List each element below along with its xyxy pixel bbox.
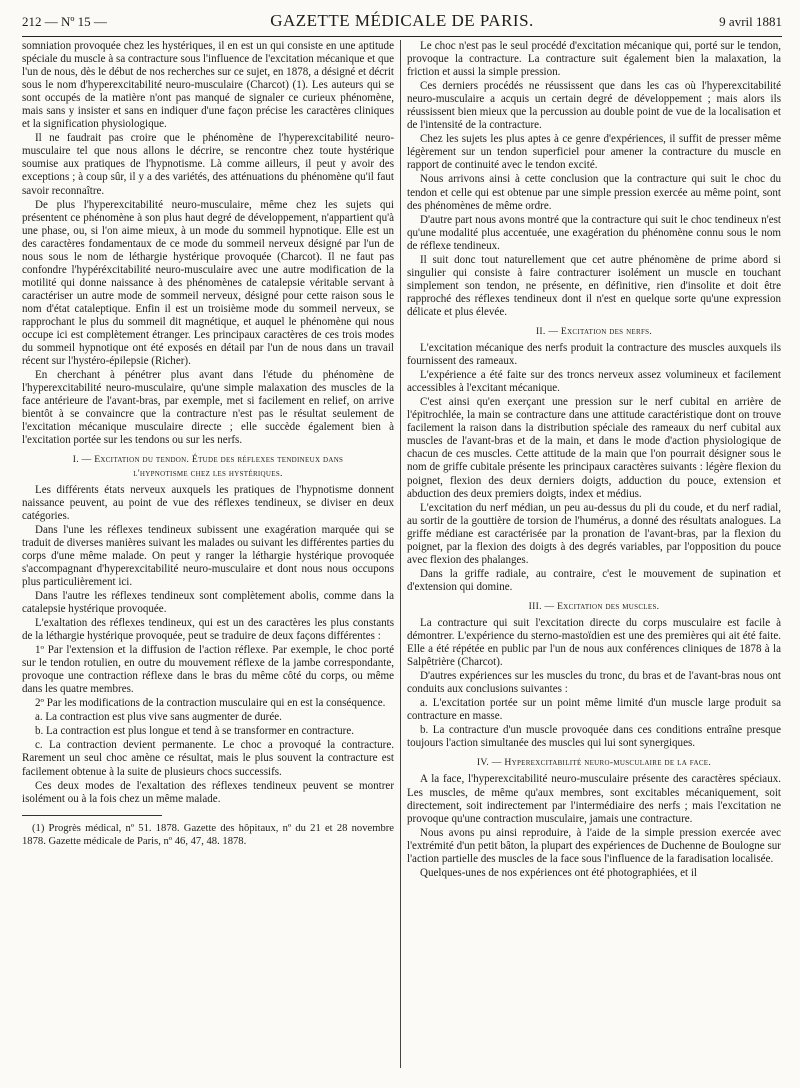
paragraph: D'autre part nous avons montré que la contracture qui suit le choc tendineux n'est qu'une modalité plus accentuée, une exagération du phénomène connu sous le nom de réflexe tendineux. <box>407 213 781 252</box>
section-heading-line: l'hypnotisme chez les hystériques. <box>133 467 283 479</box>
paragraph: C'est ainsi qu'en exerçant une pression sur le nerf cubital en arrière de l'épitrochlée, la main se contracture dans une attitude caractéristique dont on trouve facilement la raison dans la distribution spéciale des rameaux du nerf cubital aux muscles de l'avant-bras et de la main, et dans le mode d'action physiologique de chacun de ces muscles. Cette attitude de la main que l'on pourrait désigner sous le nom de griffe cubitale présente les principaux caractères suivants : légère flexion du poignet, flexion des deux derniers doigts, adduction du pouce, extension et abduction des deux premiers doigts, index et médius. <box>407 396 781 500</box>
paragraph: a. L'excitation portée sur un point même limité d'un muscle large produit sa contracture en masse. <box>407 697 781 723</box>
footnote-rule <box>22 815 162 816</box>
paragraph: somniation provoquée chez les hystériques, il en est un qui consiste en une aptitude spéciale du muscle à sa contracture sous l'influence de l'excitation mécanique et que l'un de nous, dès le début de nos recherches sur ce sujet, en 1878, a désigné et décrit sous le nom d'hyperexcitabilité neuro-musculaire (Charcot) (1). Les auteurs qui se sont occupés de la matière n'ont pas manqué de signaler ce curieux phénomène, mais sans y insister et sans en indiquer d'une façon précise les caractères cliniques et la signification physiologique. <box>22 40 394 131</box>
paragraph: L'expérience a été faite sur des troncs nerveux assez volumineux et facilement accessibles à l'excitant mécanique. <box>407 369 781 395</box>
paragraph: L'excitation du nerf médian, un peu au-dessus du pli du coude, et du nerf radial, au sortir de la gouttière de torsion de l'humérus, a donné des résultats analogues. La griffe médiane est caractérisée par la pronation de l'avant-bras, par la flexion du poignet, par la flexion des doigts à des degrés variables, par l'opposition du pouce avec flexion des phalanges. <box>407 501 781 566</box>
issue-date: 9 avril 1881 <box>719 14 782 29</box>
paragraph: Nous arrivons ainsi à cette conclusion que la contracture qui suit le choc du tendon et celle qui est obtenue par une simple pression exercée au même point, sont des phénomènes de même ordre. <box>407 173 781 212</box>
paragraph: Chez les sujets les plus aptes à ce genre d'expériences, il suffit de presser même légèrement sur un tendon superficiel pour amener la contracture du muscle en rapport de continuité avec le tendon excité. <box>407 133 781 172</box>
right-column <box>407 40 781 881</box>
journal-title: GAZETTE MÉDICALE DE PARIS. <box>270 11 534 30</box>
paragraph: Nous avons pu ainsi reproduire, à l'aide de la simple pression exercée avec l'extrémité d'un petit bâton, la plupart des expériences de Duchenne de Boulogne sur l'action partielle des muscles de la face sous l'influence de la faradisation localisée. <box>407 826 781 865</box>
paragraph: 2º Par les modifications de la contraction musculaire qui en est la conséquence. <box>35 697 386 710</box>
paragraph: Il ne faudrait pas croire que le phénomène de l'hyperexcitabilité neuro-musculaire tel que nous allons le décrire, se rencontre chez toute hystérique soumise aux pratiques de l'hypnotisme. Là comme ailleurs, il peut y avoir des exceptions ; à coup sûr, il y a des variétés, des atténuations du phénomène qu'il faut savoir reconnaître. <box>22 132 394 197</box>
paragraph: L'excitation mécanique des nerfs produit la contracture des muscles auxquels ils fournissent des rameaux. <box>407 342 781 368</box>
paragraph: b. La contracture d'un muscle provoquée dans ces conditions entraîne presque toujours l'action simultanée des muscles qui lui sont synergiques. <box>407 724 781 750</box>
section-heading-3: III. — Excitation des muscles. <box>528 600 660 612</box>
paragraph: De plus l'hyperexcitabilité neuro-musculaire, même chez les sujets qui présentent ce phénomène à son plus haut degré de développement, n'appartient qu'à une phase, ou, si l'on aime mieux, à un mode du sommeil hypnotique. Elle est un des caractères fondamentaux de ce mode du sommeil nerveux désigné par l'un de nous sous le nom de léthargie hystérique provoquée (Charcot). Il ne faut pas confondre l'hypéréxcitabilité neuro-musculaire avec une autre modification de la motilité qui donne naissance à des phénomènes de catalepsie véritable servant à caractériser un autre mode de sommeil nerveux, désigné pour cette raison sous le nom d'état cataleptique. Enfin il est un troisième mode du sommeil nerveux, se rapprochant le plus du sommeil dit magnétique, et auquel le phénomène qui nous occupe ici est complètement étranger. Les principaux caractères de ces trois modes du sommeil hypnotique ont été exposés en détail par l'un de nous dans un travail récent sur l'hystéro-épilepsie (Richer). <box>22 198 394 368</box>
paragraph: Dans l'autre les réflexes tendineux sont complètement abolis, comme dans la catalepsie hystérique provoquée. <box>22 589 394 615</box>
paragraph: A la face, l'hyperexcitabilité neuro-musculaire présente des caractères spéciaux. Les muscles, de même qu'aux membres, sont excitables mécaniquement, soit directement, soit indirectement par l'intermédiaire des nerfs ; mais l'excitation ne provoque qu'une contraction musculaire, jamais une contracture. <box>407 773 781 825</box>
paragraph: Le choc n'est pas le seul procédé d'excitation mécanique qui, porté sur le tendon, provoque la contracture. La contracture suit également bien la malaxation, la friction et aussi la simple pression. <box>407 40 781 79</box>
page-number: 212 — Nº 15 — <box>22 14 107 29</box>
paragraph: La contracture qui suit l'excitation directe du corps musculaire est facile à démontrer. L'expérience du sterno-mastoïdien est une des premières qui ait été faite. Elle a été répétée en public par l'un de nous aux conférences cliniques de 1878 à la Salpêtrière (Charcot). <box>407 616 781 669</box>
paragraph: 1º Par l'extension et la diffusion de l'action réflexe. Par exemple, le choc porté sur le tendon rotulien, en outre du mouvement réflexe de la jambe correspondante, provoque une contraction réflexe dans le bras du même côté du corps, ou même dans les quatre membres. <box>22 644 394 696</box>
paragraph: a. La contraction est plus vive sans augmenter de durée. <box>35 711 282 724</box>
paragraph: Quelques-unes de nos expériences ont été photographiées, et il <box>420 866 698 879</box>
column-divider <box>400 40 401 1068</box>
paragraph: Ces deux modes de l'exaltation des réflexes tendineux peuvent se montrer isolément ou à la fois chez un même malade. <box>22 779 394 805</box>
section-heading-4: IV. — Hyperexcitabilité neuro-musculaire de la face. <box>476 757 712 769</box>
section-heading-1 <box>22 453 394 479</box>
paragraph: Il suit donc tout naturellement que cet autre phénomène de prime abord si singulier qui consiste à faire contracturer isolément un muscle en touchant simplement son tendon, ne présente, en définitive, rien d'insolite et doit être rapproché des réflexes tendineux dont il n'est en quelque sorte qu'une expression délicate et plus élevée. <box>407 253 781 318</box>
paragraph: Ces derniers procédés ne réussissent que dans les cas où l'hyperexcitabilité neuro-musculaire a acquis un certain degré de développement ; mais alors ils réussissent bien mieux que la percussion au double point de vue de la localisation et de l'intensité de la contracture. <box>407 80 781 132</box>
section-heading-2: II. — Excitation des nerfs. <box>535 325 653 337</box>
paragraph: Les différents états nerveux auxquels les pratiques de l'hypnotisme donnent naissance peuvent, au point de vue des réflexes tendineux, se diviser en deux catégories. <box>22 483 394 522</box>
paragraph: b. La contraction est plus longue et tend à se transformer en contracture. <box>35 725 355 738</box>
paragraph: L'exaltation des réflexes tendineux, qui est un des caractères les plus constants de la léthargie hystérique provoquée, peut se traduire de deux façons différentes : <box>22 617 394 643</box>
paragraph: Dans l'une les réflexes tendineux subissent une exagération marquée qui se traduit de diverses manières suivant les malades ou suivant les différentes parties du corps d'une même malade. On peut y ranger la léthargie hystérique provoquée s'accompagnant d'hyperexcitabilité neuro-musculaire et dont nous nous occupons plus particulièrement ici. <box>22 523 394 588</box>
paragraph: En cherchant à pénétrer plus avant dans l'étude du phénomène de l'hyperexcitabilité neuro-musculaire, qu'une simple malaxation des muscles de la face antérieure de l'avant-bras, par exemple, met si facilement en relief, on arrive bientôt à se convaincre que la contracture n'est pas le résultat seulement de l'excitation mécanique musculaire directe ; elle succède également bien à l'excitation portée sur les tendons ou sur les nerfs. <box>22 369 394 447</box>
left-column <box>22 40 394 849</box>
section-heading-line: I. — Excitation du tendon. Étude des réflexes tendineux dans <box>72 454 344 466</box>
paragraph: Dans la griffe radiale, au contraire, c'est le mouvement de supination et d'extension qui domine. <box>407 567 781 593</box>
paragraph: c. La contraction devient permanente. Le choc a provoqué la contracture. Rarement un seul choc amène ce résultat, mais le plus souvent la contracture est facilement obtenue à la suite de plusieurs chocs successifs. <box>22 739 394 778</box>
footnote: (1) Progrès médical, nº 51. 1878. Gazette des hôpitaux, nº du 21 et 28 novembre 1878. Gazette médicale de Paris, nº 46, 47, 48. 1878. <box>22 822 394 847</box>
page-header <box>22 8 782 37</box>
paragraph: D'autres expériences sur les muscles du tronc, du bras et de l'avant-bras nous ont conduits aux conclusions suivantes : <box>407 670 781 696</box>
